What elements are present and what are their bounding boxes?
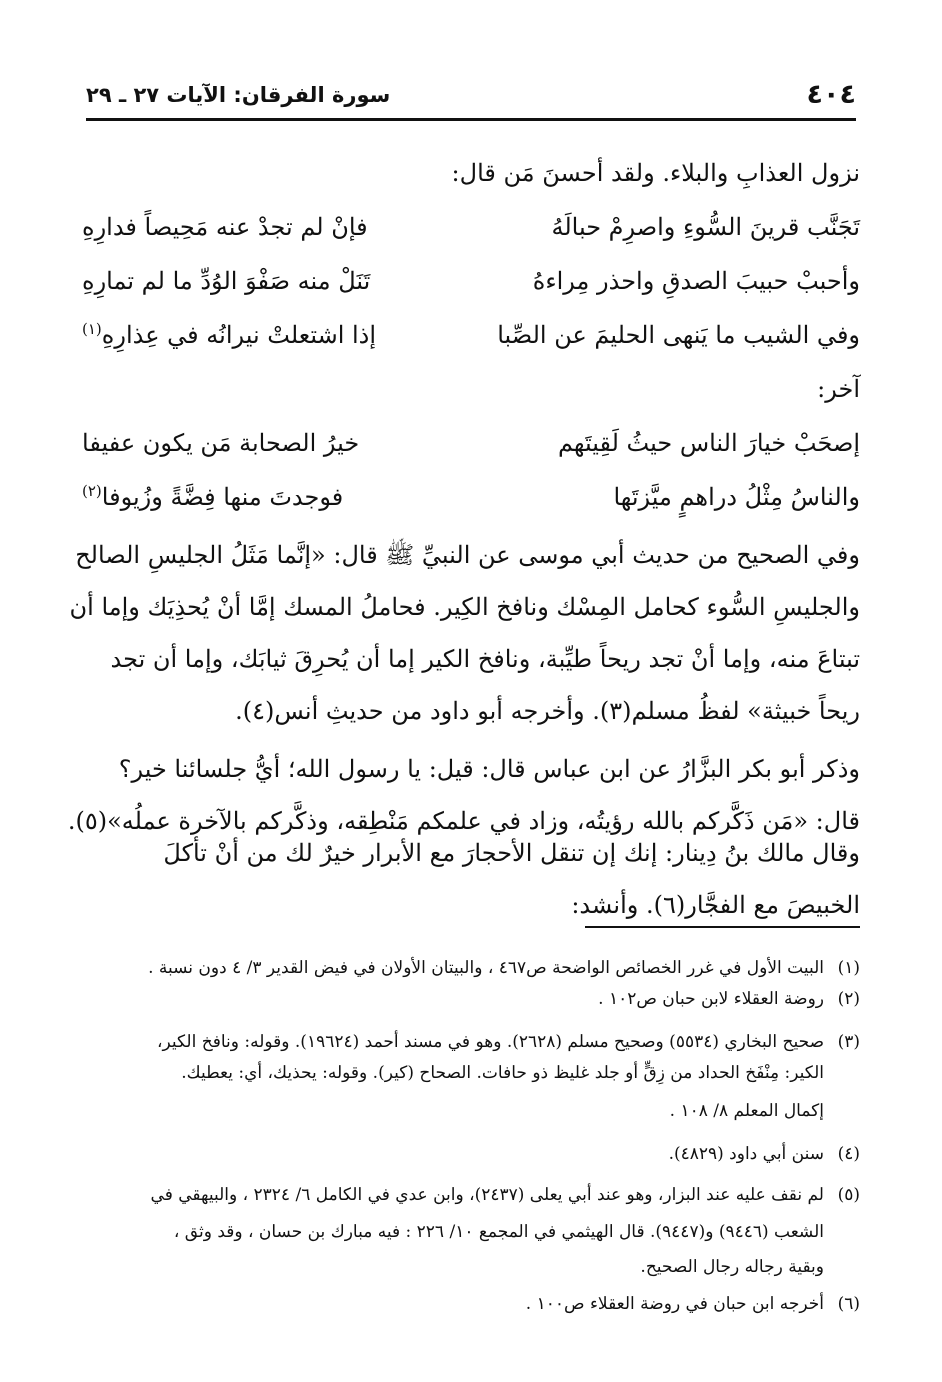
verse-first-hemistich: تَجَنَّب قرينَ السُّوءِ واصرِمْ حبالَهُ	[551, 213, 860, 241]
verse-second-hemistich: تَنَلْ منه صَفْوَ الوُدِّ ما لم تمارِهِ	[82, 267, 371, 295]
verse-line	[82, 470, 860, 524]
footnote-number: (٤)	[837, 1144, 860, 1164]
footnote-number: (١)	[837, 958, 860, 978]
footnote-number: (٢)	[837, 989, 860, 1009]
footnote-text: سنن أبي داود (٤٨٢٩).	[668, 1144, 824, 1164]
verse-second-hemistich: إذا اشتعلتْ نيرانُه في عِذارِهِ$^{(١)}$	[82, 320, 377, 349]
footnote-item	[80, 1290, 860, 1319]
paragraph-line: قال: «مَن ذَكَّركم بالله رؤيتُه، وزاد في علمكم مَنْطِقه، وذكَّركم بالآخرة عملُه»(٥).	[67, 807, 860, 835]
paragraph-line: تبتاعَ منه، وإما أنْ تجد ريحاً طيِّبة، ونافخ الكير إما أن يُحرِقَ ثيابَك، وإما أن تجد	[110, 645, 860, 673]
footnote-text: لم نقف عليه عند البزار، وهو عند أبي يعلى (٢٤٣٧)، وابن عدي في الكامل ٦/ ٢٣٢٤ ، والبيهقي في	[150, 1185, 824, 1205]
footnote-text: روضة العقلاء لابن حبان ص١٠٢ .	[598, 989, 824, 1009]
footnote-item	[80, 1181, 860, 1210]
verse-second-hemistich: فوجدتَ منها فِضَّةً وزُيوفا$^{(٢)}$	[82, 482, 344, 511]
verse-line	[82, 308, 860, 362]
running-title: سورة الفرقان: الآيات ٢٧ ـ ٢٩	[86, 83, 391, 107]
verse-first-hemistich: وأحببْ حبيبَ الصدقِ واحذر مِراءهُ	[532, 267, 860, 295]
page-number: ٤٠٤	[806, 79, 856, 110]
footnote-text: صحيح البخاري (٥٥٣٤) وصحيح مسلم (٢٦٢٨). وهو في مسند أحمد (١٩٦٢٤). وقوله: ونافخ الكير،	[157, 1032, 824, 1052]
verse-line	[82, 416, 860, 470]
footnote-item	[80, 1028, 860, 1057]
verse-line	[82, 200, 860, 254]
verse-second-hemistich: فإنْ لم تجدْ عنه مَحِيصاً فدارِهِ	[82, 213, 368, 241]
footnote-continuation: إكمال المعلم ٨/ ١٠٨ .	[669, 1101, 824, 1121]
paragraph-line: وقال مالك بنُ دِينار: إنك إن تنقل الأحجارَ مع الأبرار خيرٌ لك من أنْ تأكلَ	[163, 839, 860, 867]
verse-first-hemistich: والناسُ مِثْلُ دراهمٍ ميَّزتَها	[613, 483, 860, 511]
verse-line	[82, 254, 860, 308]
footnote-marker: (١)	[82, 320, 102, 338]
intro-line: نزول العذابِ والبلاء. ولقد أحسنَ مَن قال:	[451, 159, 860, 187]
paragraph-line: الخبيصَ مع الفجَّار(٦). وأنشد:	[571, 891, 860, 919]
page-header	[86, 70, 856, 121]
footnote-item	[80, 985, 860, 1014]
footnote-number: (٦)	[837, 1294, 860, 1314]
footnote-number: (٥)	[837, 1185, 860, 1205]
paragraph-line: وفي الصحيح من حديث أبي موسى عن النبيِّ ﷺ قال: «إنَّما مَثَلُ الجليسِ الصالح	[75, 541, 860, 569]
footnote-separator	[585, 926, 860, 928]
verse-first-hemistich: وفي الشيب ما يَنهى الحليمَ عن الصِّبا	[497, 321, 860, 349]
footnote-number: (٣)	[837, 1032, 860, 1052]
footnote-item	[80, 1140, 860, 1169]
paragraph-line: والجليسِ السُّوء كحامل المِسْك ونافخ الكِير. فحاملُ المسك إمَّا أنْ يُحذِيَك وإما أن	[69, 593, 860, 621]
footnote-continuation: الشعب (٩٤٤٦) و(٩٤٤٧). قال الهيثمي في المجمع ١٠/ ٢٢٦ : فيه مبارك بن حسان ، وقد وثق ،	[173, 1222, 824, 1242]
footnote-continuation: وبقية رجاله رجال الصحيح.	[640, 1257, 824, 1277]
verse-second-hemistich: خيرُ الصحابة مَن يكون عفيفا	[82, 429, 360, 457]
footnote-text: أخرجه ابن حبان في روضة العقلاء ص١٠٠ .	[525, 1294, 824, 1314]
footnote-marker: (٢)	[82, 482, 102, 500]
footnote-item	[80, 954, 860, 983]
verse-first-hemistich: إصحَبْ خيارَ الناس حيثُ لَقِيتَهم	[557, 429, 860, 457]
paragraph-line: ريحاً خبيثة» لفظُ مسلم(٣). وأخرجه أبو داود من حديثِ أنس(٤).	[235, 697, 860, 725]
paragraph-line: وذكر أبو بكر البزَّارُ عن ابن عباس قال: قيل: يا رسول الله؛ أيُّ جلسائنا خير؟	[118, 755, 860, 783]
footnote-continuation: الكير: مِنْفَخ الحداد من زِقٍّ أو جلد غليظ ذو حافات. الصحاح (كير). وقوله: يحذيك، أي: يعطيك.	[181, 1063, 824, 1083]
footnote-text: البيت الأول في غرر الخصائص الواضحة ص٤٦٧ ، والبيتان الأولان في فيض القدير ٣/ ٤ دون نسبة .	[148, 958, 824, 978]
other-poet-label: آخر:	[817, 375, 860, 403]
